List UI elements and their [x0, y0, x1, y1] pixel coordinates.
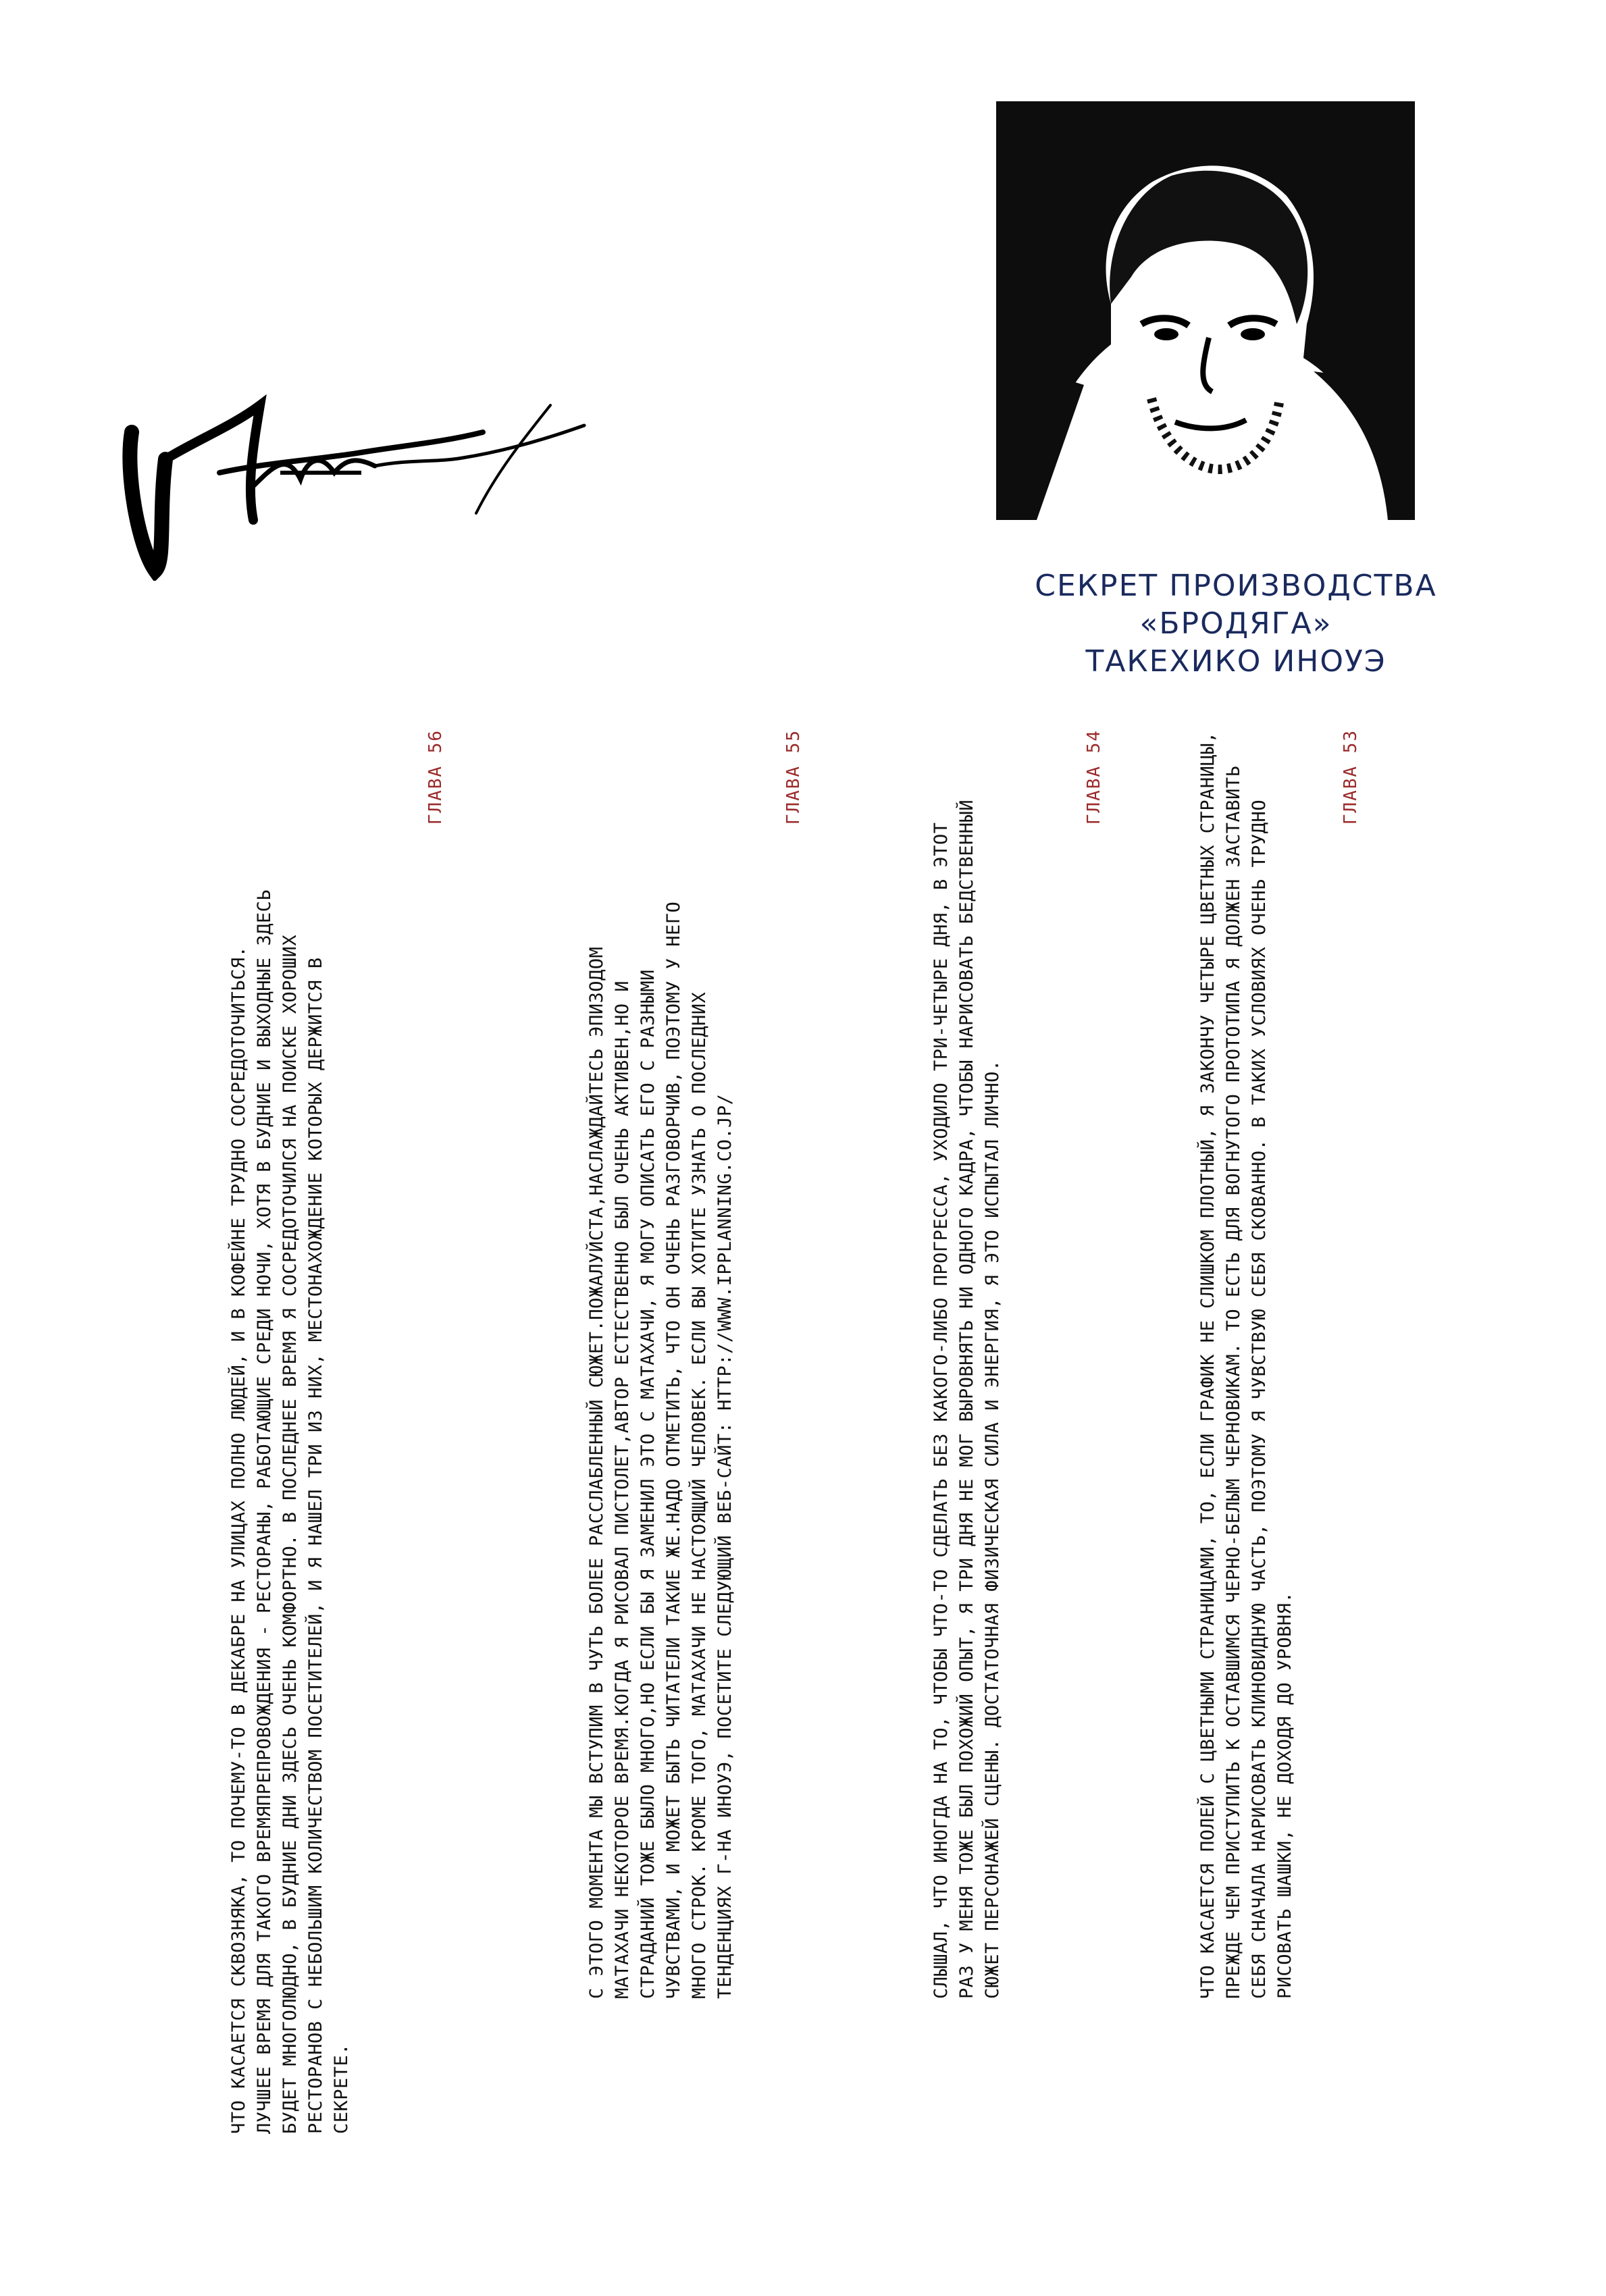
chapter-54-text: [929, 783, 1070, 1999]
chapter-56-text: [226, 878, 415, 2134]
chapter-55-paragraph: С ЭТОГО МОМЕНТА МЫ ВСТУПИМ В ЧУТЬ БОЛЕЕ РАССЛАБЛЕННЫЙ СЮЖЕТ.ПОЖАЛУЙСТА,НАСЛАЖДАЙТЕСЬ ЭПИЗОДОМ МАТАХАЧИ НЕКОТОРОЕ ВРЕМЯ.КОГДА Я РИСОВАЛ ПИСТОЛЕТ,АВТОР ЕСТЕСТВЕННО БЫЛ ОЧЕНЬ АКТИВЕН,НО И СТРАДАНИЙ ТОЖЕ БЫЛО МНОГО,НО ЕСЛИ БЫ Я ЗАМЕНИЛ ЭТО С МАТАХАЧИ, Я МОГУ ОПИСАТЬ ЕГО С РАЗНЫМИ ЧУВСТВАМИ, И МОЖЕТ БЫТЬ ЧИТАТЕЛИ ТАКИЕ ЖЕ.НАДО ОТМЕТИТЬ, ЧТО ОН ОЧЕНЬ РАЗГОВОРЧИВ, ПОЭТОМУ У НЕГО МНОГО СТРОК. КРОМЕ ТОГО, МАТАХАЧИ НЕ НАСТОЯЩИЙ ЧЕЛОВЕК. ЕСЛИ ВЫ ХОТИТЕ УЗНАТЬ О ПОСЛЕДНИХ ТЕНДЕНЦИЯХ Г-НА ИНОУЭ, ПОСЕТИТЕ СЛЕДУЮЩИЙ ВЕБ-САЙТ: HTTP://WWW.IPPLANNING.CO.JP/: [586, 901, 735, 1999]
headline-line-1: СЕКРЕТ ПРОИЗВОДСТВА: [1035, 569, 1437, 603]
article-headline: [973, 567, 1499, 681]
author-signature: [118, 378, 604, 581]
chapter-53-title: ГЛАВА 53: [1341, 729, 1361, 825]
chapter-56-title: ГЛАВА 56: [425, 729, 446, 825]
headline-line-2: «БРОДЯГА»: [1139, 606, 1332, 641]
headline-line-3: ТАКЕХИКО ИНОУЭ: [1085, 644, 1387, 679]
chapter-53-text: [1195, 729, 1330, 1999]
chapter-55-title: ГЛАВА 55: [783, 729, 804, 825]
chapter-54-title: ГЛАВА 54: [1084, 729, 1104, 825]
author-portrait: [996, 101, 1415, 520]
chapter-56-paragraph: ЧТО КАСАЕТСЯ СКВОЗНЯКА, ТО ПОЧЕМУ-ТО В ДЕКАБРЕ НА УЛИЦАХ ПОЛНО ЛЮДЕЙ, И В КОФЕЙНЕ ТРУДНО СОСРЕДОТОЧИТЬСЯ. ЛУЧШЕЕ ВРЕМЯ ДЛЯ ТАКОГО ВРЕМЯПРЕПРОВОЖДЕНИЯ - РЕСТОРАНЫ, РАБОТАЮЩИЕ СРЕДИ НОЧИ, ХОТЯ В БУДНИЕ И ВЫХОДНЫЕ ЗДЕСЬ БУДЕТ МНОГОЛЮДНО, В БУДНИЕ ДНИ ЗДЕСЬ ОЧЕНЬ КОМФОРТНО. В ПОСЛЕДНЕЕ ВРЕМЯ Я СОСРЕДОТОЧИЛСЯ НА ПОИСКЕ ХОРОШИХ РЕСТОРАНОВ С НЕБОЛЬШИМ КОЛИЧЕСТВОМ ПОСЕТИТЕЛЕЙ, И Я НАШЕЛ ТРИ ИЗ НИХ, МЕСТОНАХОЖДЕНИЕ КОТОРЫХ ДЕРЖИТСЯ В СЕКРЕТЕ.: [228, 889, 352, 2134]
chapter-54-paragraph: СЛЫШАЛ, ЧТО ИНОГДА НА ТО, ЧТОБЫ ЧТО-ТО СДЕЛАТЬ БЕЗ КАКОГО-ЛИБО ПРОГРЕССА, УХОДИЛО ТРИ-ЧЕТЫРЕ ДНЯ, В ЭТОТ РАЗ У МЕНЯ ТОЖЕ БЫЛ ПОХОЖИЙ ОПЫТ, Я ТРИ ДНЯ НЕ МОГ ВЫРОВНЯТЬ НИ ОДНОГО КАДРА, ЧТОБЫ НАРИСОВАТЬ БЕДСТВЕННЫЙ СЮЖЕТ ПЕРСОНАЖЕЙ СЦЕНЫ. ДОСТАТОЧНАЯ ФИЗИЧЕСКАЯ СИЛА И ЭНЕРГИЯ, Я ЭТО ИСПЫТАЛ ЛИЧНО.: [931, 799, 1003, 1999]
chapter-55-text: [584, 878, 773, 1999]
chapter-53-paragraph: ЧТО КАСАЕТСЯ ПОЛЕЙ С ЦВЕТНЫМИ СТРАНИЦАМИ, ТО, ЕСЛИ ГРАФИК НЕ СЛИШКОМ ПЛОТНЫЙ, Я ЗАКОНЧУ ЧЕТЫРЕ ЦВЕТНЫХ СТРАНИЦЫ, ПРЕЖДЕ ЧЕМ ПРИСТУПИТЬ К ОСТАВШИМСЯ ЧЕРНО-БЕЛЫМ ЧЕРНОВИКАМ. ТО ЕСТЬ ДЛЯ ВОГНУТОГО ПРОТОТИПА Я ДОЛЖЕН ЗАСТАВИТЬ СЕБЯ СНАЧАЛА НАРИСОВАТЬ КЛИНОВИДНУЮ ЧАСТЬ, ПОЭТОМУ Я ЧУВСТВУЮ СЕБЯ СКОВАННО. В ТАКИХ УСЛОВИЯХ ОЧЕНЬ ТРУДНО РИСОВАТЬ ШАШКИ, НЕ ДОХОДЯ ДО УРОВНЯ.: [1197, 731, 1295, 1999]
